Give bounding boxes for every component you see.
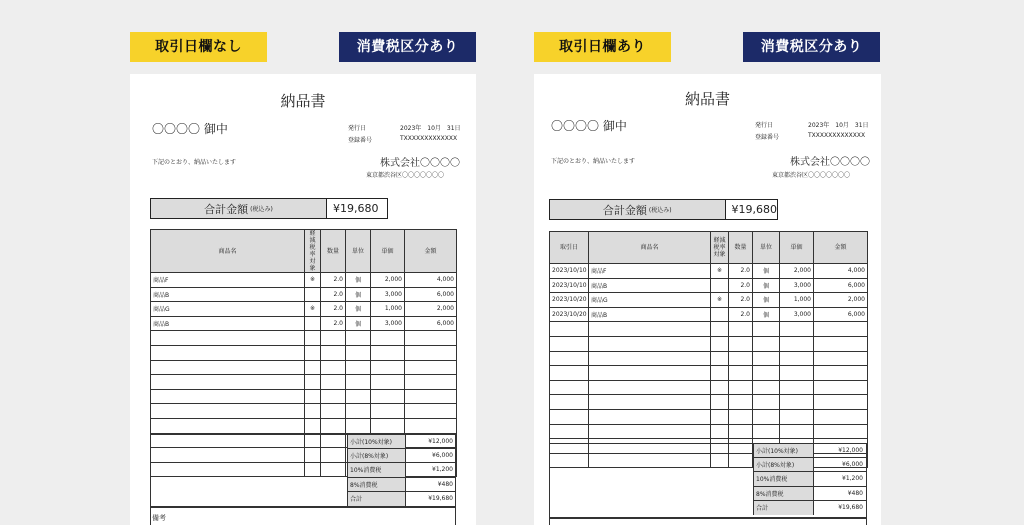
product-name: 商品F <box>589 264 711 279</box>
summary-block <box>150 434 456 507</box>
col-header: 金額 <box>405 230 457 273</box>
unit-price: 1,000 <box>371 302 405 317</box>
reduced-rate-mark: ※ <box>305 302 321 317</box>
quantity: 2.0 <box>729 278 753 293</box>
col-header: 数量 <box>729 232 753 264</box>
delivery-note: 下記のとおり、納品いたします <box>551 158 636 165</box>
product-name: 商品B <box>589 278 711 293</box>
product-name: 商品G <box>151 302 305 317</box>
amount: 6,000 <box>814 278 868 293</box>
col-header: 単価 <box>371 230 405 273</box>
tag-with-date-column: 取引日欄あり <box>534 32 671 62</box>
company-name: 株式会社〇〇〇〇 <box>380 158 460 169</box>
remarks-block <box>549 518 867 525</box>
table-row <box>550 307 868 322</box>
empty-row <box>151 331 457 346</box>
recipient: 〇〇〇〇 御中 <box>152 122 228 136</box>
reduced-rate-mark <box>711 278 729 293</box>
reduced-rate-mark: ※ <box>711 264 729 279</box>
reduced-rate-mark <box>305 287 321 302</box>
empty-row <box>550 322 868 337</box>
reduced-rate-mark: ※ <box>305 273 321 288</box>
reduced-rate-mark <box>305 316 321 331</box>
table-row <box>550 278 868 293</box>
summary-block <box>549 443 867 518</box>
unit: 個 <box>753 278 780 293</box>
transaction-date: 2023/10/20 <box>550 293 589 308</box>
empty-row <box>550 351 868 366</box>
total-amount-label: 合計金額 (税込み) <box>550 200 726 219</box>
reduced-rate-mark: ※ <box>711 293 729 308</box>
registration-number: TXXXXXXXXXXXXX <box>808 132 866 139</box>
summary-row: 合計 ¥19,680 <box>347 492 456 506</box>
empty-row <box>550 409 868 424</box>
issue-date: 2023年 10月 31日 <box>400 125 461 132</box>
col-header: 数量 <box>321 230 346 273</box>
unit: 個 <box>753 264 780 279</box>
col-header: 単位 <box>346 230 371 273</box>
product-name: 商品F <box>151 273 305 288</box>
doc-title: 納品書 <box>280 92 326 110</box>
empty-row <box>151 389 457 404</box>
amount: 6,000 <box>814 307 868 322</box>
col-header: 商品名 <box>589 232 711 264</box>
product-name: 商品B <box>151 316 305 331</box>
summary-row: 小計(10%対象) ¥12,000 <box>347 435 456 449</box>
quantity: 2.0 <box>729 307 753 322</box>
total-amount-value: ¥19,680 <box>333 202 379 215</box>
registration-label: 登録番号 <box>755 134 780 141</box>
issue-date: 2023年 10月 31日 <box>808 122 869 129</box>
col-header: 軽減税率対象 <box>305 230 321 273</box>
company-name: 株式会社〇〇〇〇 <box>790 157 870 168</box>
empty-row <box>151 360 457 375</box>
summary-row: 8%消費税 ¥480 <box>347 478 456 492</box>
total-amount-box <box>150 198 388 219</box>
empty-row <box>550 336 868 351</box>
amount: 6,000 <box>405 316 457 331</box>
table-row <box>151 316 457 331</box>
quantity: 2.0 <box>321 302 346 317</box>
registration-number: TXXXXXXXXXXXXX <box>400 135 458 142</box>
remarks-block <box>150 507 456 525</box>
unit-price: 3,000 <box>780 307 814 322</box>
summary-row: 小計(8%対象) ¥6,000 <box>347 449 456 463</box>
summary-row: 小計(10%対象) ¥12,000 <box>753 444 866 458</box>
summary-row: 小計(8%対象) ¥6,000 <box>753 458 866 472</box>
empty-row <box>151 345 457 360</box>
empty-row <box>550 380 868 395</box>
summary-row: 10%消費税 ¥1,200 <box>753 472 866 486</box>
invoice-document-1 <box>130 74 476 525</box>
unit-price: 2,000 <box>371 273 405 288</box>
product-name: 商品B <box>151 287 305 302</box>
quantity: 2.0 <box>321 287 346 302</box>
col-header: 軽減税率対象 <box>711 232 729 264</box>
summary-row: 10%消費税 ¥1,200 <box>347 463 456 477</box>
unit-price: 3,000 <box>371 287 405 302</box>
table-row <box>151 287 457 302</box>
quantity: 2.0 <box>321 273 346 288</box>
unit: 個 <box>753 293 780 308</box>
table-row <box>151 302 457 317</box>
empty-row <box>151 375 457 390</box>
col-header: 単位 <box>753 232 780 264</box>
company-address: 東京都渋谷区〇〇〇〇〇〇〇 <box>772 172 851 179</box>
product-name: 商品G <box>589 293 711 308</box>
doc-title: 納品書 <box>684 90 730 108</box>
col-header: 取引日 <box>550 232 589 264</box>
total-amount-value: ¥19,680 <box>731 203 777 216</box>
product-name: 商品B <box>589 307 711 322</box>
empty-row <box>550 395 868 410</box>
registration-label: 登録番号 <box>348 137 373 144</box>
empty-row <box>550 366 868 381</box>
empty-row <box>151 404 457 419</box>
table-row <box>151 273 457 288</box>
unit: 個 <box>753 307 780 322</box>
tag-tax-category: 消費税区分あり <box>339 32 476 62</box>
remarks-label: 備考 <box>152 514 166 522</box>
total-amount-box <box>549 199 778 220</box>
quantity: 2.0 <box>729 264 753 279</box>
issue-date-label: 発行日 <box>755 122 774 129</box>
unit-price: 3,000 <box>780 278 814 293</box>
reduced-rate-mark <box>711 307 729 322</box>
amount: 2,000 <box>405 302 457 317</box>
tag-tax-category: 消費税区分あり <box>743 32 880 62</box>
issue-date-label: 発行日 <box>348 125 367 132</box>
invoice-document-2 <box>534 74 881 525</box>
tag-no-date-column: 取引日欄なし <box>130 32 267 62</box>
transaction-date: 2023/10/10 <box>550 278 589 293</box>
unit: 個 <box>346 302 371 317</box>
amount: 6,000 <box>405 287 457 302</box>
amount: 4,000 <box>814 264 868 279</box>
empty-row <box>550 424 868 439</box>
amount: 4,000 <box>405 273 457 288</box>
col-header: 金額 <box>814 232 868 264</box>
unit: 個 <box>346 273 371 288</box>
unit: 個 <box>346 316 371 331</box>
quantity: 2.0 <box>729 293 753 308</box>
table-row <box>550 293 868 308</box>
col-header: 商品名 <box>151 230 305 273</box>
transaction-date: 2023/10/10 <box>550 264 589 279</box>
items-table <box>549 231 868 468</box>
quantity: 2.0 <box>321 316 346 331</box>
summary-row: 8%消費税 ¥480 <box>753 487 866 501</box>
delivery-note: 下記のとおり、納品いたします <box>152 159 237 166</box>
summary-row: 合計 ¥19,680 <box>753 501 866 515</box>
unit-price: 1,000 <box>780 293 814 308</box>
transaction-date: 2023/10/20 <box>550 307 589 322</box>
recipient: 〇〇〇〇 御中 <box>551 119 627 133</box>
company-address: 東京都渋谷区〇〇〇〇〇〇〇 <box>366 172 445 179</box>
unit: 個 <box>346 287 371 302</box>
unit-price: 3,000 <box>371 316 405 331</box>
empty-row <box>151 418 457 433</box>
table-row <box>550 264 868 279</box>
col-header: 単価 <box>780 232 814 264</box>
unit-price: 2,000 <box>780 264 814 279</box>
total-amount-label: 合計金額 (税込み) <box>151 199 327 218</box>
amount: 2,000 <box>814 293 868 308</box>
